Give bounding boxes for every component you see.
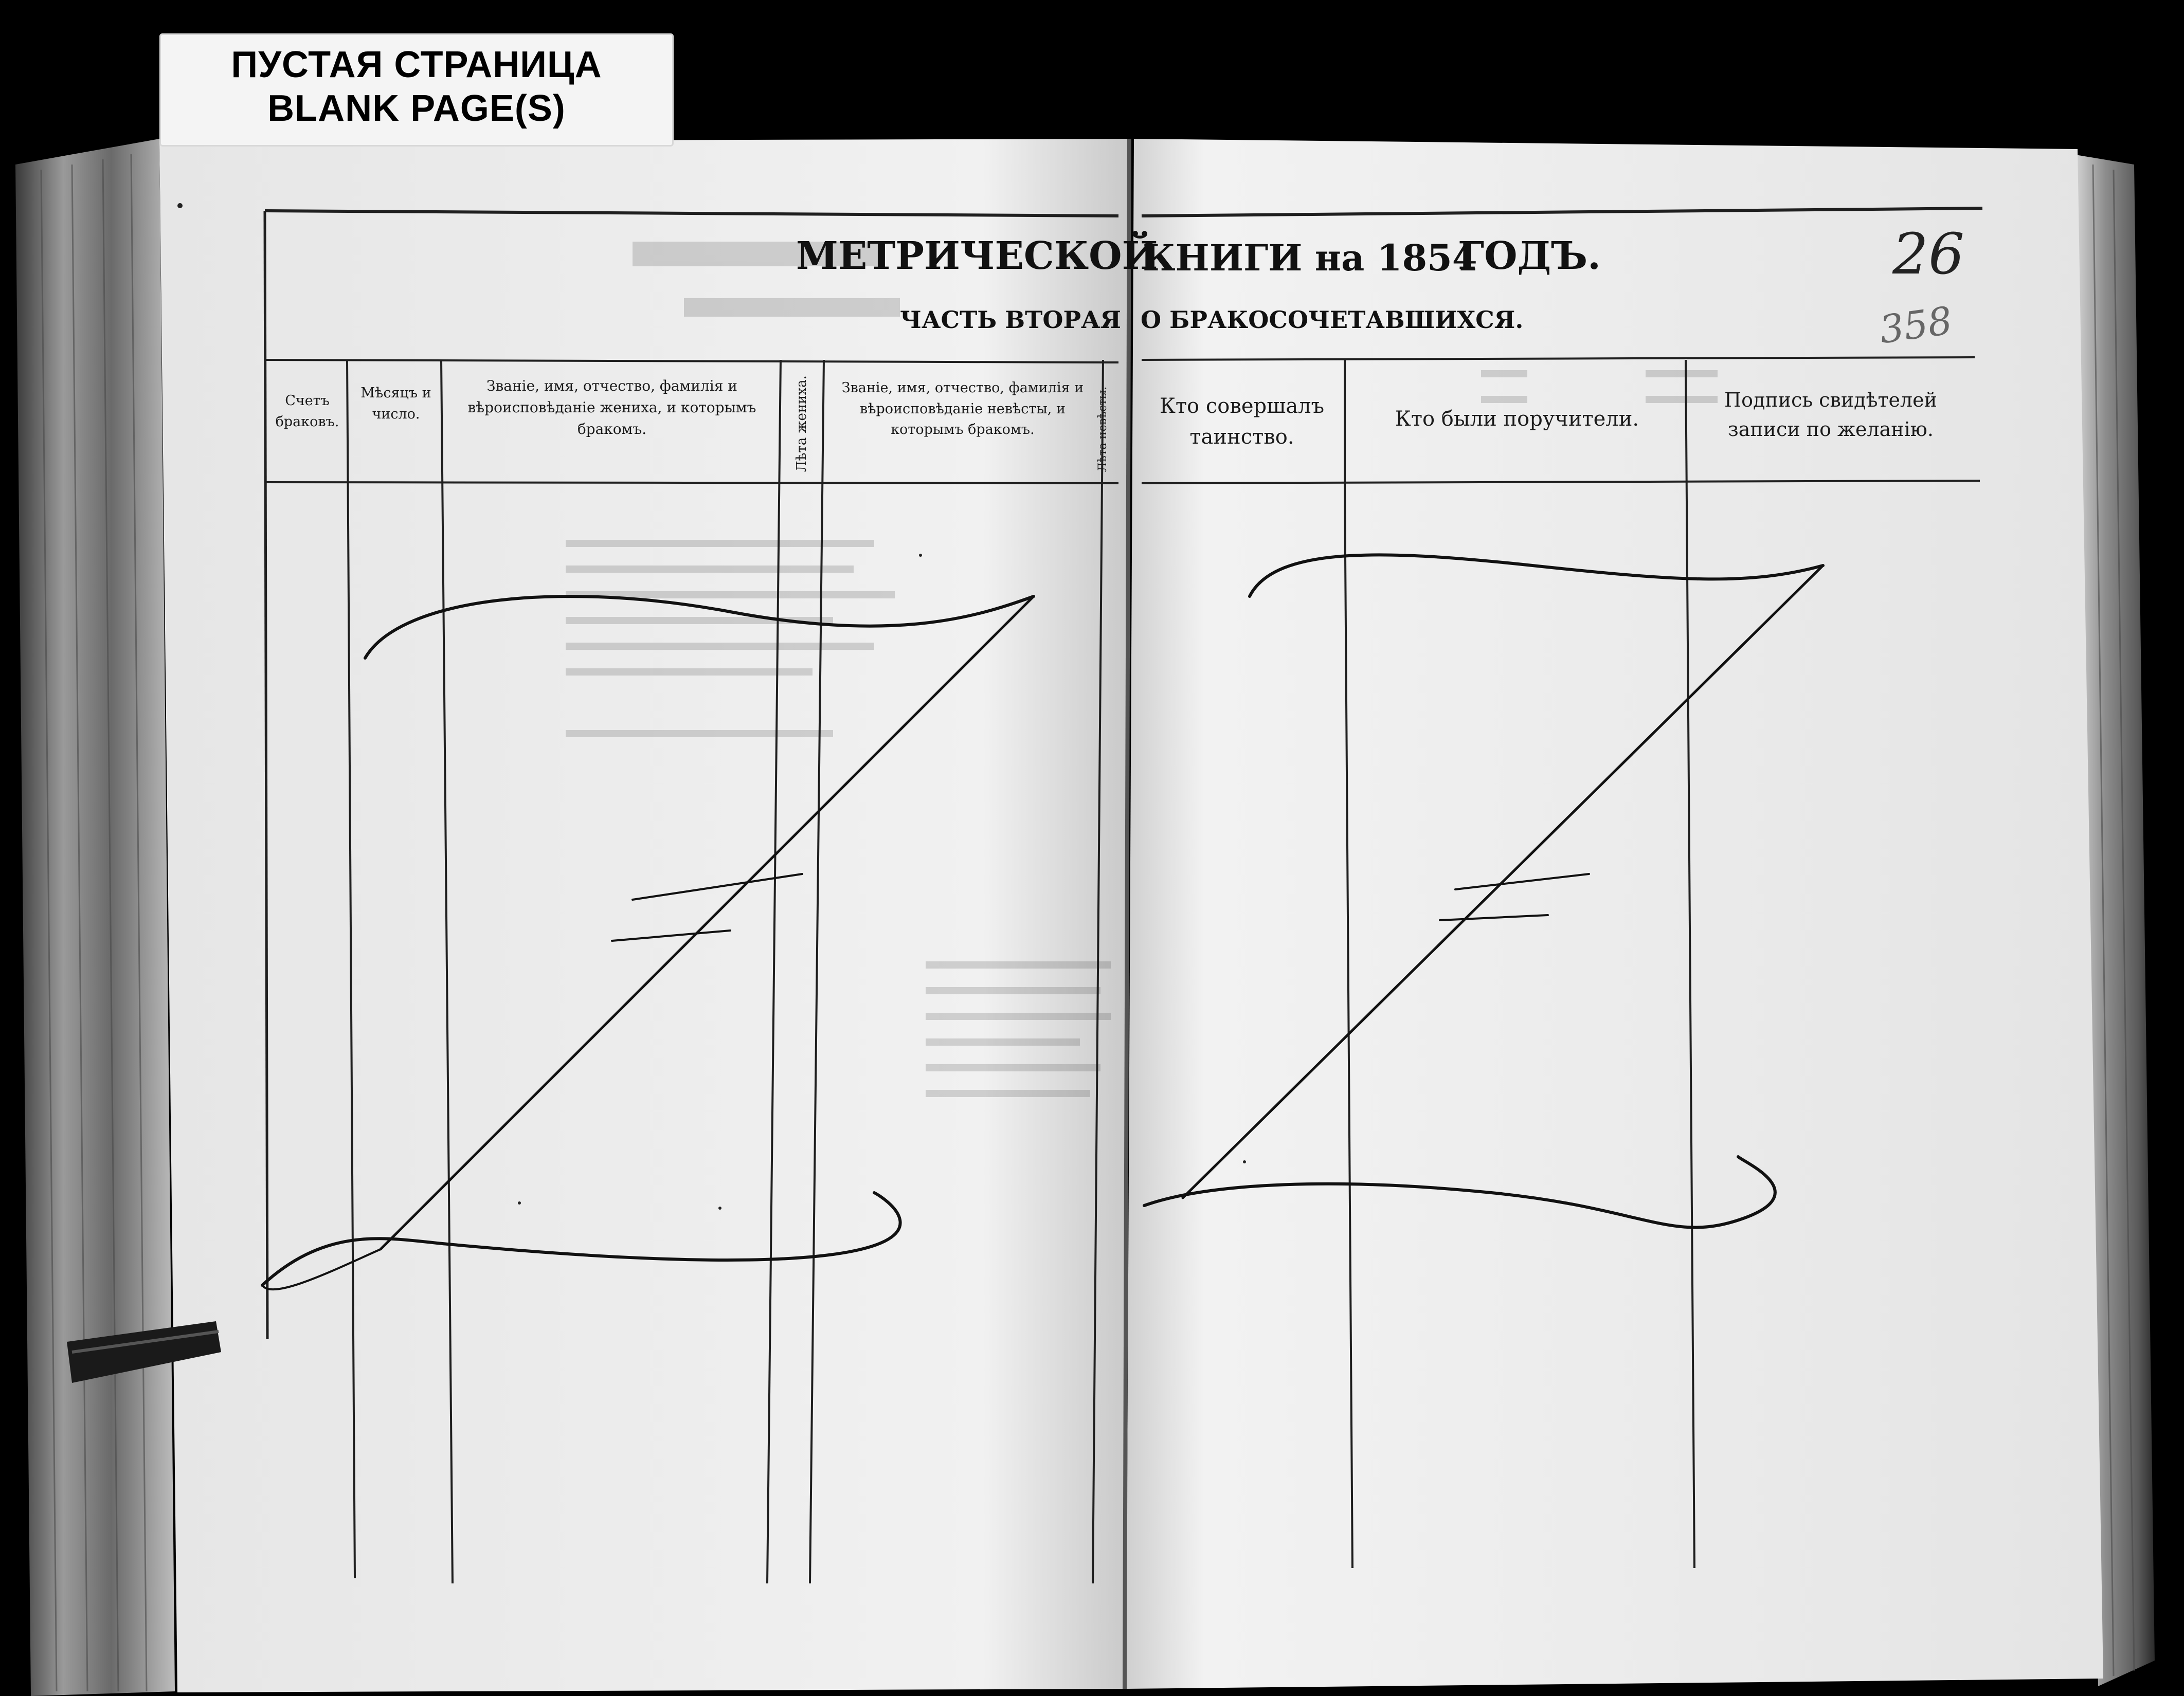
archive-label-line-1: ПУСТАЯ СТРАНИЦА bbox=[231, 44, 602, 85]
col-header-witness: Подпись свидѣтелей записи по желанію. bbox=[1724, 389, 1937, 441]
title-right: КНИГИ на 1854 bbox=[1143, 236, 1477, 279]
col-header-sponsors: Кто были поручители. bbox=[1395, 407, 1639, 431]
subtitle-left: ЧАСТЬ ВТОРАЯ bbox=[900, 306, 1122, 334]
archive-label bbox=[159, 33, 674, 147]
page-number: 26 bbox=[1892, 221, 1964, 287]
title-left: МЕТРИЧЕСКОЙ bbox=[796, 234, 1158, 278]
col-header-month: Мѣсяцъ и число. bbox=[360, 385, 431, 422]
header-rule-2 bbox=[265, 482, 1118, 483]
col-header-groom-age: Лѣта жениха. bbox=[794, 375, 809, 472]
col-header-groom: Званіе, имя, отчество, фамилія и вѣроисповѣданіе жениха, и которымъ бракомъ. bbox=[467, 377, 756, 437]
col-header-count: Счетъ браковъ. bbox=[275, 393, 339, 430]
col-header-bride-age: Лѣта невѣсты. bbox=[1096, 386, 1109, 472]
col-header-officiant: Кто совершалъ таинство. bbox=[1159, 394, 1325, 449]
left-page-edges bbox=[15, 139, 175, 1696]
title-suffix: ГОДЪ. bbox=[1458, 234, 1601, 278]
subtitle-right: О БРАКОСОЧЕТАВШИХСЯ. bbox=[1141, 306, 1524, 334]
archive-label-line-2: BLANK PAGE(S) bbox=[267, 88, 566, 129]
col-header-bride: Званіе, имя, отчество, фамилія и вѣроисповѣданіе невѣсты, и которымъ бракомъ. bbox=[841, 380, 1084, 437]
right-page bbox=[1126, 139, 2103, 1689]
left-page bbox=[159, 139, 1129, 1692]
archive-number: 358 bbox=[1876, 298, 1955, 353]
